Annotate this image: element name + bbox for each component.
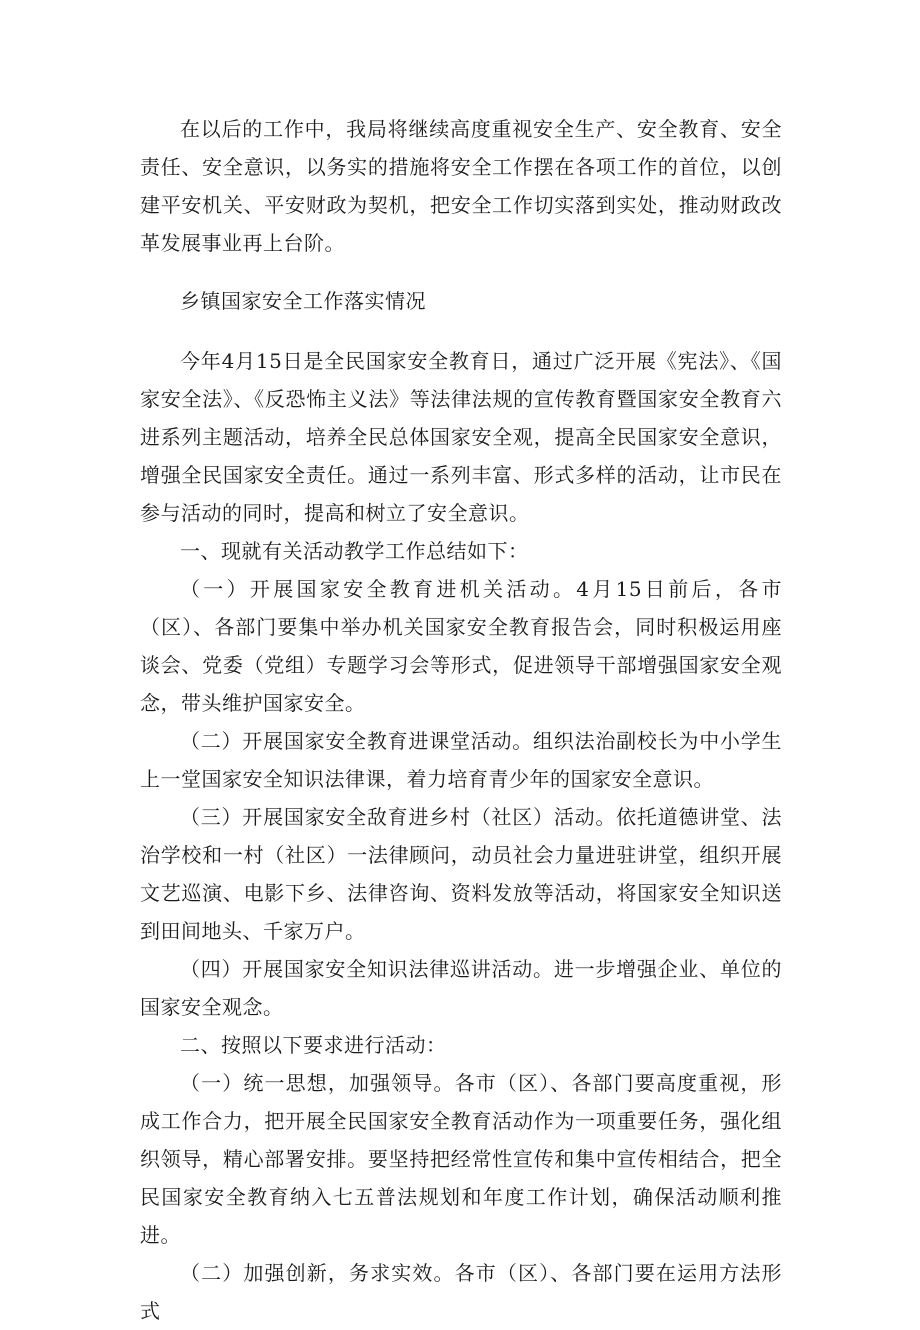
body-paragraph: （二）开展国家安全教育进课堂活动。组织法治副校长为中小学生上一堂国家安全知识法律课，着力培育青少年的国家安全意识。 <box>140 729 782 791</box>
intro-section <box>140 110 782 262</box>
body-section <box>140 342 782 1330</box>
body-paragraph: （一）开展国家安全教育进机关活动。4月15日前后，各市（区）、各部门要集中举办机关国家安全教育报告会，同时积极运用座谈会、党委（党组）专题学习会等形式，促进领导干部增强国家安全观念，带头维护国家安全。 <box>140 577 782 715</box>
body-paragraph: （二）加强创新，务求实效。各市（区）、各部门要在运用方法形式 <box>140 1261 782 1323</box>
intro-paragraph: 在以后的工作中，我局将继续高度重视安全生产、安全教育、安全责任、安全意识，以务实的措施将安全工作摆在各项工作的首位，以创建平安机关、平安财政为契机，把安全工作切实落到实处，推动财政改革发展事业再上台阶。 <box>140 117 782 255</box>
body-paragraph: （四）开展国家安全知识法律巡讲活动。进一步增强企业、单位的国家安全观念。 <box>140 957 782 1019</box>
document-title: 乡镇国家安全工作落实情况 <box>180 289 426 313</box>
body-paragraph: 今年4月15日是全民国家安全教育日，通过广泛开展《宪法》、《国家安全法》、《反恐怖主义法》等法律法规的宣传教育暨国家安全教育六进系列主题活动，培养全民总体国家安全观，提高全民国家安全意识，增强全民国家安全责任。通过一系列丰富、形式多样的活动，让市民在参与活动的同时，提高和树立了安全意识。 <box>140 349 782 525</box>
body-paragraph: （一）统一思想，加强领导。各市（区）、各部门要高度重视，形成工作合力，把开展全民国家安全教育活动作为一项重要任务，强化组织领导，精心部署安排。要坚持把经常性宣传和集中宣传相结合，把全民国家安全教育纳入七五普法规划和年度工作计划，确保活动顺利推进。 <box>140 1071 782 1247</box>
section-heading: 二、按照以下要求进行活动： <box>180 1033 447 1057</box>
section-heading: 一、现就有关活动教学工作总结如下： <box>180 539 529 563</box>
body-paragraph: （三）开展国家安全敌育进乡村（社区）活动。依托道德讲堂、法治学校和一村（社区）一法律顾问，动员社会力量进驻讲堂，组织开展文艺巡演、电影下乡、法律咨询、资料发放等活动，将国家安全知识送到田间地头、千家万户。 <box>140 805 782 943</box>
